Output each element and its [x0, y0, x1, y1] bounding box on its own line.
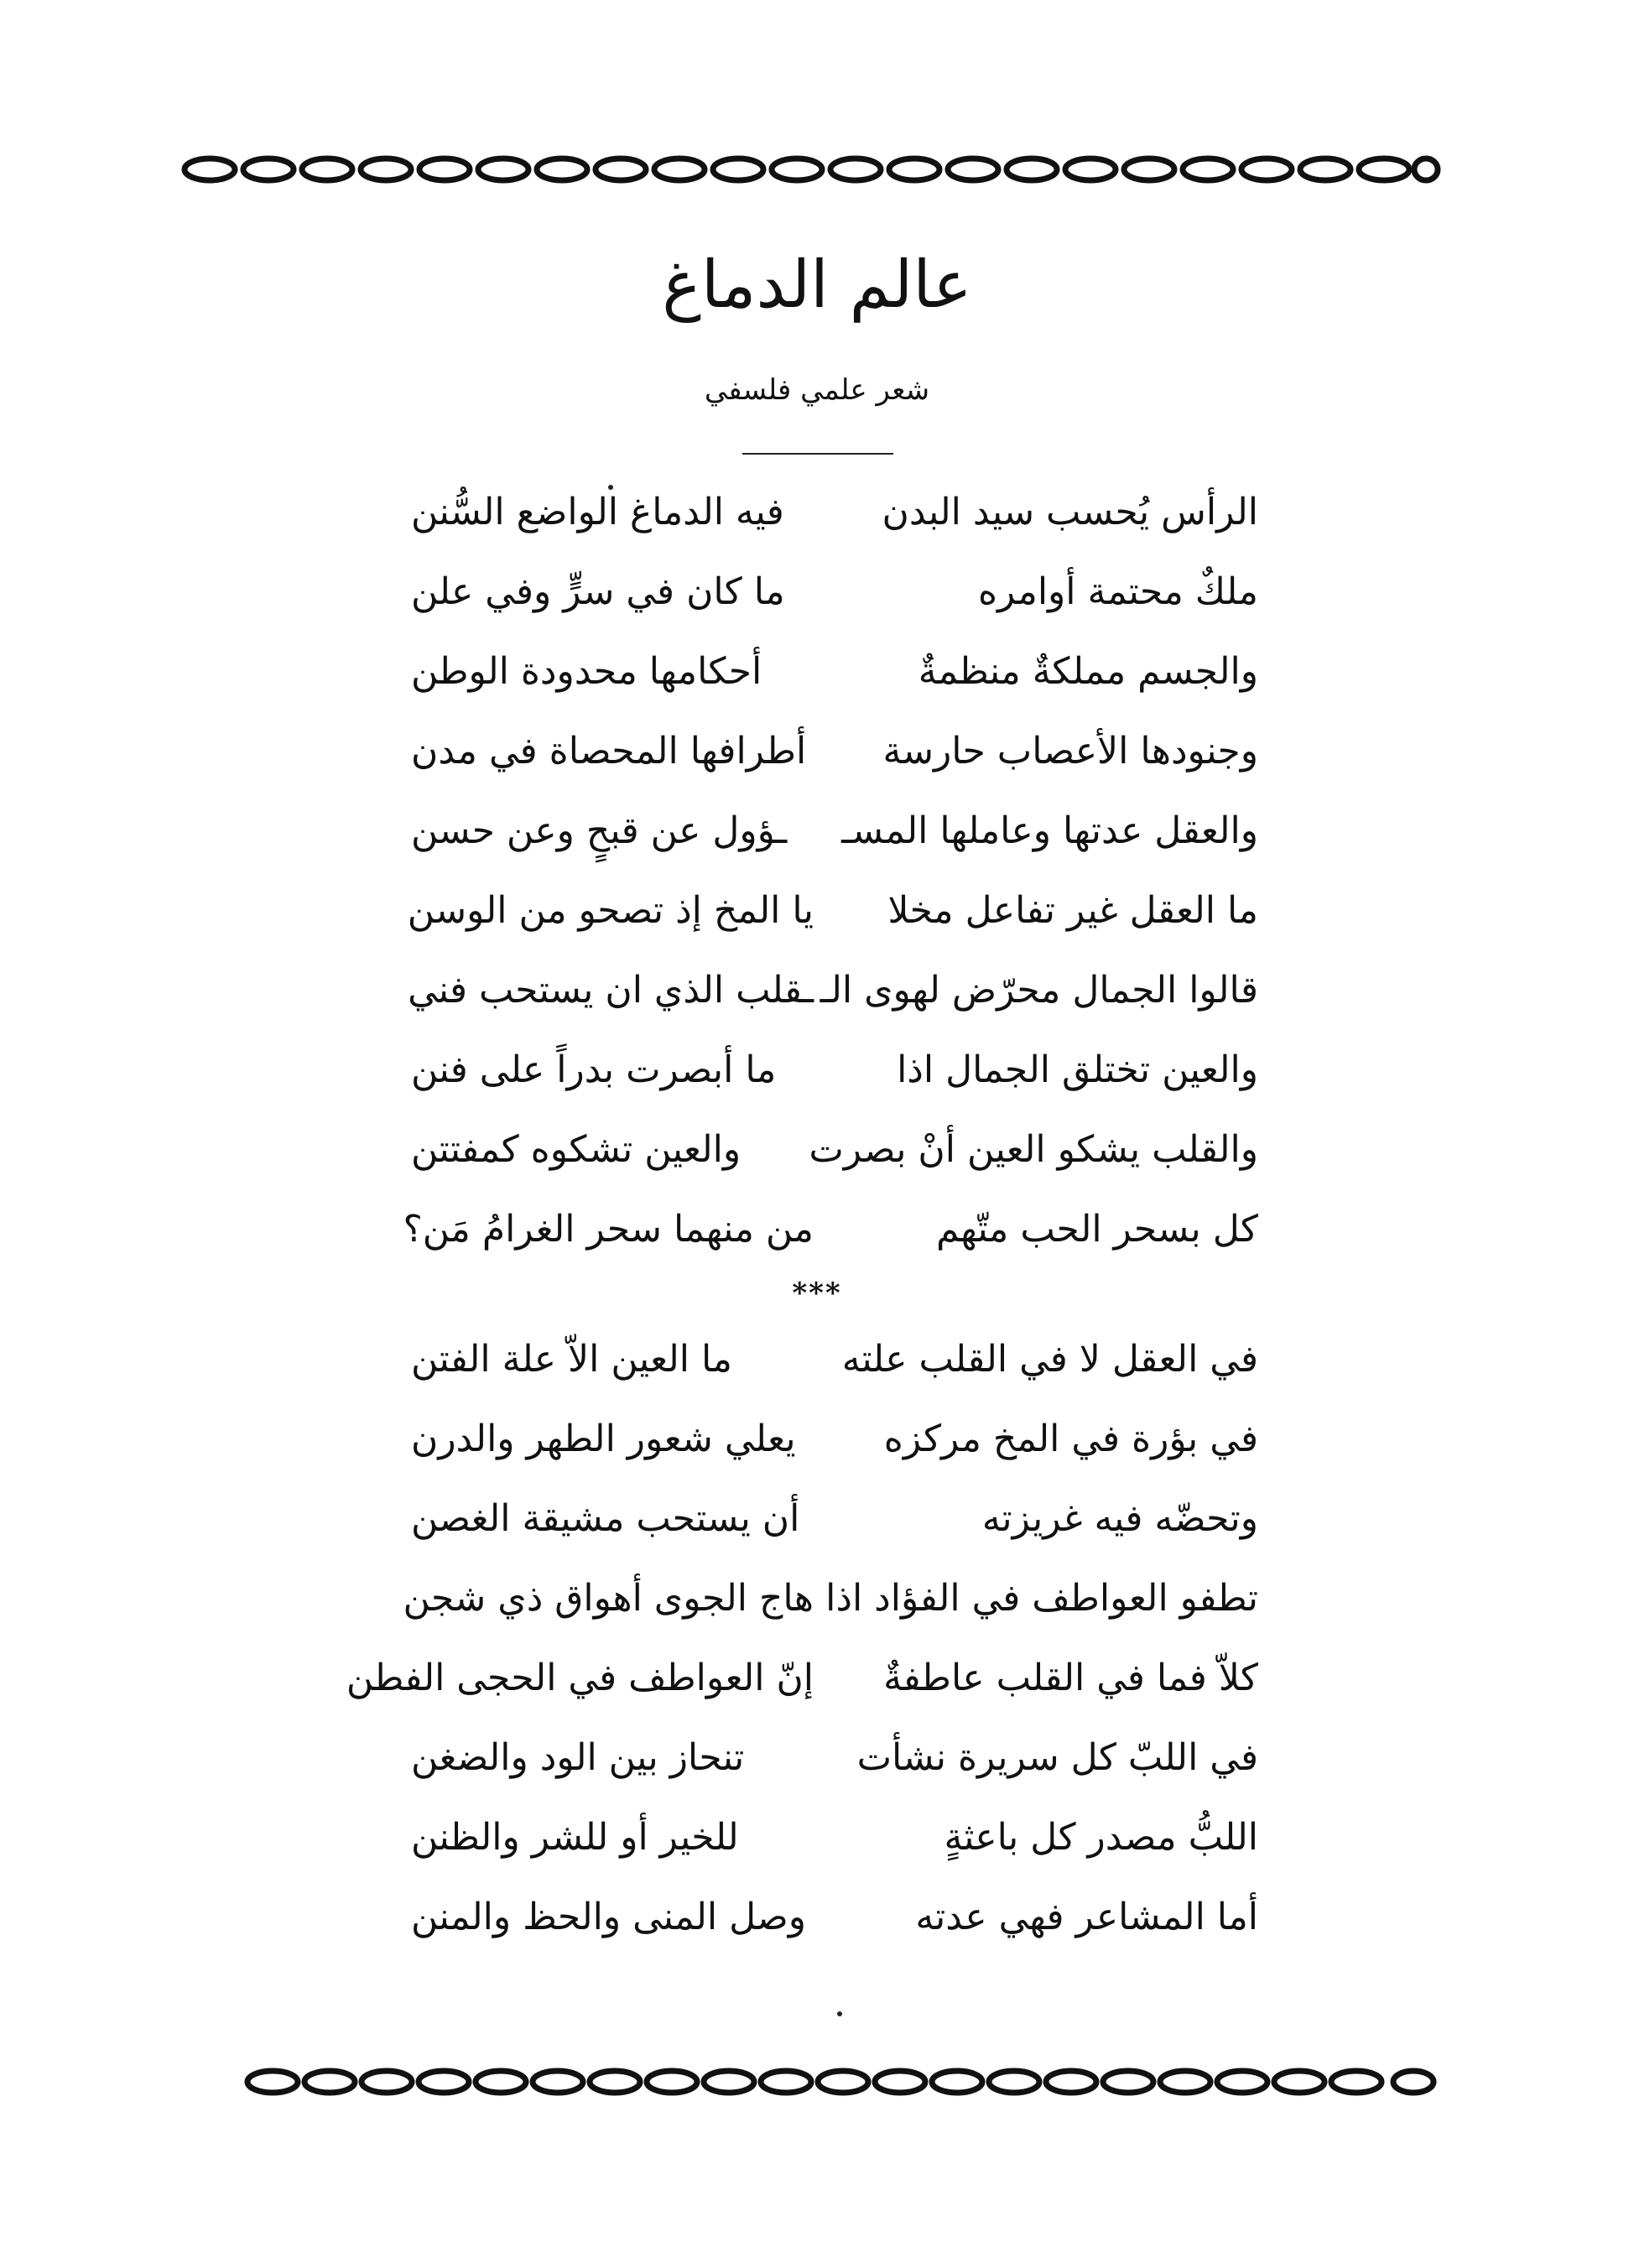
- top-decorative-border: [176, 151, 1443, 188]
- verse-line: [411, 1724, 1258, 1791]
- verse-first-hemistich: في اللبّ كل سريرة نشأت: [856, 1735, 1258, 1779]
- verse-first-hemistich: ملكٌ محتمة أوامره: [977, 570, 1258, 613]
- verse-first-hemistich: اللبُّ مصدر كل باعثةٍ: [944, 1815, 1258, 1859]
- verse-first-hemistich: والجسم مملكةٌ منظمةٌ: [918, 649, 1258, 693]
- verse-second-hemistich: ـقلب الذي ان يستحب فني: [408, 968, 814, 1012]
- verse-second-hemistich: ما أبصرت بدراً على فنن: [411, 1048, 777, 1091]
- verse-line: [411, 1485, 1258, 1552]
- verse-first-hemistich: والقلب يشكو العين أنْ بصرت: [809, 1127, 1258, 1171]
- verse-line: [411, 717, 1258, 784]
- verse-first-hemistich: كل بسحر الحب متّهم: [935, 1207, 1258, 1251]
- verse-second-hemistich: إنّ العواطف في الحجى الفطن: [346, 1656, 814, 1699]
- verse-line: [407, 877, 1258, 944]
- bottom-decorative-border: [239, 2063, 1443, 2100]
- ink-dot: [837, 2011, 842, 2016]
- verse-first-hemistich: قالوا الجمال محرّض لهوى الـ: [820, 968, 1258, 1012]
- verse-second-hemistich: ما كان في سرٍّ وفي علن: [411, 570, 785, 613]
- verse-first-hemistich: والعقل عدتها وعاملها المسـ: [841, 809, 1258, 852]
- verse-line: [411, 637, 1258, 705]
- verse-line: [411, 1036, 1258, 1103]
- verse-second-hemistich: يعلي شعور الطهر والدرن: [411, 1417, 796, 1460]
- verse-second-hemistich: أطرافها المحصاة في مدن: [411, 729, 807, 772]
- poem-subtitle: شعر علمي فلسفي: [704, 373, 930, 407]
- verse-first-hemistich: كلاّ فما في القلب عاطفةٌ: [883, 1656, 1258, 1699]
- verse-first-hemistich: الرأس يُحسب سيد البدن: [882, 490, 1258, 533]
- verse-second-hemistich: للخير أو للشر والظنن: [411, 1815, 739, 1859]
- verse-second-hemistich: تنحاز بين الود والضغن: [411, 1735, 745, 1779]
- verse-second-hemistich: فيه الدماغ الواضع السُّنن: [411, 490, 784, 533]
- verse-line: [411, 1405, 1258, 1472]
- verse-line: [411, 1325, 1258, 1392]
- verse-line: [408, 956, 1258, 1023]
- verse-first-hemistich: والعين تختلق الجمال اذا: [897, 1048, 1258, 1091]
- verse-first-hemistich: وتحضّه فيه غريزته: [981, 1496, 1258, 1540]
- title-rule: [742, 453, 893, 455]
- verse-line: [346, 1644, 1258, 1711]
- verse-line: [411, 558, 1258, 625]
- verse-second-hemistich: من منهما سحر الغرامُ مَن؟: [403, 1207, 814, 1251]
- verse-first-hemistich: في بؤرة في المخ مركزه: [883, 1417, 1258, 1460]
- verse-second-hemistich: هاج الجوى أهواق ذي شجن: [403, 1576, 814, 1620]
- verse-first-hemistich: تطفو العواطف في الفؤاد اذا: [825, 1576, 1258, 1620]
- verse-second-hemistich: أن يستحب مشيقة الغصن: [411, 1496, 800, 1540]
- verse-second-hemistich: يا المخ إذ تصحو من الوسن: [407, 888, 814, 932]
- verse-line: [411, 1883, 1258, 1950]
- verse-first-hemistich: وجنودها الأعصاب حارسة: [882, 729, 1258, 772]
- verse-line: [411, 1116, 1258, 1183]
- poem-title: عالم الدماغ: [662, 247, 972, 323]
- stanza-separator: ***: [792, 1277, 842, 1310]
- verse-second-hemistich: وصل المنى والحظ والمنن: [411, 1895, 807, 1938]
- verse-line: [403, 1564, 1258, 1631]
- verse-first-hemistich: أما المشاعر فهي عدته: [915, 1895, 1258, 1938]
- verse-line: [411, 478, 1258, 545]
- verse-line: [411, 797, 1258, 864]
- verse-second-hemistich: والعين تشكوه كمفتتن: [411, 1127, 742, 1171]
- verse-first-hemistich: ما العقل غير تفاعل مخلا: [887, 888, 1258, 932]
- verse-first-hemistich: في العقل لا في القلب علته: [841, 1337, 1258, 1381]
- verse-second-hemistich: ـؤول عن قبحٍ وعن حسن: [411, 809, 788, 852]
- verse-second-hemistich: أحكامها محدودة الوطن: [411, 649, 762, 693]
- verse-line: [403, 1195, 1258, 1262]
- verse-second-hemistich: ما العين الاّ علة الفتن: [411, 1337, 732, 1381]
- verse-line: [411, 1803, 1258, 1870]
